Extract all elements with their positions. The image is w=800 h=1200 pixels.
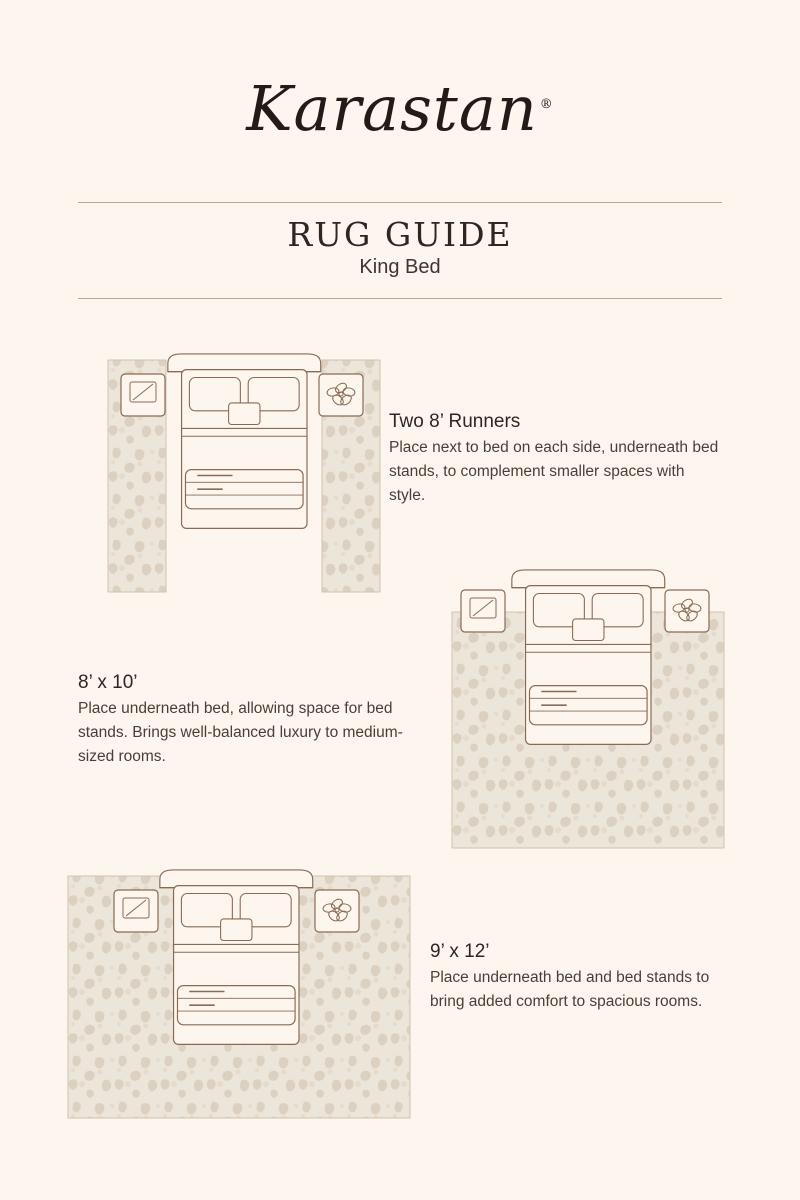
registered-mark: ® (539, 97, 554, 113)
illustration-two-runners (108, 352, 380, 602)
illustration-rug-9x12 (68, 868, 410, 1118)
caption-body-two-runners: Place next to bed on each side, underneath bed stands, to complement smaller spaces with style. (389, 439, 719, 504)
caption-two-runners (389, 411, 719, 508)
brand-name: Karastan (246, 72, 538, 145)
divider-bottom (78, 298, 722, 299)
illustration-rug-8x10 (452, 568, 724, 856)
caption-body-rug-8x10: Place underneath bed, allowing space for bed stands. Brings well-balanced luxury to medium-sized rooms. (78, 700, 403, 765)
divider-top (78, 202, 722, 203)
caption-rug-8x10 (78, 672, 408, 769)
page-title: RUG GUIDE (287, 215, 513, 254)
page-subtitle: King Bed (359, 256, 441, 278)
caption-heading-rug-9x12: 9’ x 12’ (430, 941, 490, 962)
brand-logo (0, 72, 800, 145)
caption-rug-9x12 (430, 941, 730, 1014)
caption-body-rug-9x12: Place underneath bed and bed stands to bring added comfort to spacious rooms. (430, 969, 710, 1010)
caption-heading-rug-8x10: 8’ x 10’ (78, 672, 138, 693)
caption-heading-two-runners: Two 8’ Runners (389, 411, 521, 432)
